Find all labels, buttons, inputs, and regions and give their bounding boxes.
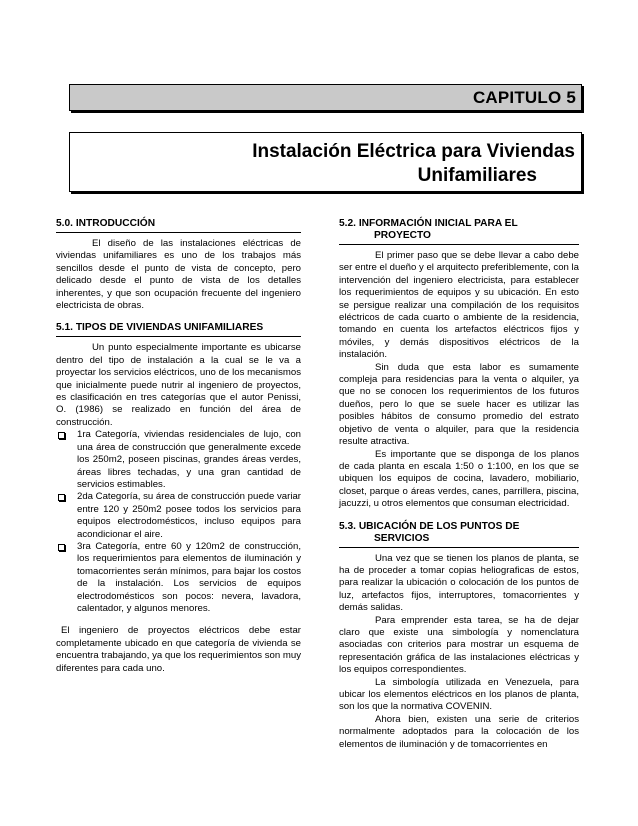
chapter-label: CAPITULO 5 (472, 88, 576, 107)
section-5-2-title-line-1: 5.2. INFORMACIÓN INICIAL PARA EL (339, 218, 518, 229)
section-5-1-title: 5.1. TIPOS DE VIVIENDAS UNIFAMILIARES (56, 322, 301, 337)
category-2-text: 2da Categoría, su área de construcción puede variar entre 120 y 250m2 posee todos los servicios para equipos electrodomésticos, incluso equipos para acondicionar el aire. (77, 491, 301, 540)
section-5-2-paragraph-2: Sin duda que esta labor es sumamente compleja para residencias para la venta o alquiler, ya que no se conocen los requerimientos de los futuros dueños, pero lo que se suele hacer es utilizar las posibles hábitos de consumo promedio del estrato objetivo de venta o alquiler, para que la residencia resulte atractiva. (339, 361, 579, 448)
section-5-1-paragraph: Un punto especialmente importante es ubicarse dentro del tipo de instalación a la cual se le va a proyectar los servicios eléctricos, uno de los mecanismos que inicialmente puede nutrir al ingeniero de proyectos, es clasificación en tres categorías que el autor Penissi, O. (1986) se realizado en función del área de construcción. (56, 342, 301, 428)
checkbox-bullet-icon (58, 494, 65, 501)
section-5-1-closing-paragraph: El ingeniero de proyectos eléctricos debe estar completamente ubicado en que categoría de vivienda se encuentra trabajando, ya que los requerimientos son muy diferentes para cada uno. (56, 625, 301, 674)
list-item (56, 429, 301, 491)
chapter-title-box (69, 132, 582, 192)
section-5-2-title (339, 218, 579, 245)
category-1-text: 1ra Categoría, viviendas residenciales de lujo, con una área de construcción que generalmente excede los 250m2, poseen piscinas, grandes áreas verdes, áreas libres techadas, y una gran cantidad de servicios estimables. (77, 429, 301, 490)
list-item (56, 491, 301, 541)
section-5-3-paragraph-3: La simbología utilizada en Venezuela, para ubicar los elementos eléctricos en los planos de planta, son los que la normativa COVENIN. (339, 676, 579, 713)
chapter-title-line-1: Instalación Eléctrica para Viviendas (252, 141, 575, 162)
chapter-title-line-2: Unifamiliares (417, 165, 537, 186)
section-5-3-paragraph-2: Para emprender esta tarea, se ha de dejar claro que existe una simbología y nomenclatura asociadas con criterios para mostrar un esquema de representación gráfica de las instalaciones eléctricas y los equipos correspondientes. (339, 614, 579, 676)
right-column (339, 218, 579, 751)
section-5-3-paragraph-4: Ahora bien, existen una serie de criterios normalmente adoptados para la colocación de los elementos de iluminación y de tomacorrientes en (339, 713, 579, 750)
category-list (56, 429, 301, 615)
left-column (56, 218, 301, 675)
checkbox-bullet-icon (58, 544, 65, 551)
category-3-text: 3ra Categoría, entre 60 y 120m2 de construcción, los requerimientos para elementos de iluminación y tomacorrientes serán mínimos, para bajar los costos de la instalación. Los servicios de equipos electrodomésticos son pocos: nevera, lavadora, calentador, y algunos menores. (77, 540, 301, 614)
section-5-3-title-line-2: SERVICIOS (374, 532, 430, 544)
section-5-2-paragraph-1: El primer paso que se debe llevar a cabo debe ser entre el dueño y el arquitecto preferiblemente, con la intervención del ingeniero electricista, para establecer los requerimientos de equipos y su ubicación. En esto se persigue realizar una compilación de los requisitos eléctricos de cada cuarto o ambiente de la residencia, tomando en cuenta los artefactos eléctricos fijos y móviles, y demás dispositivos eléctricos de la instalación. (339, 250, 579, 361)
list-item (56, 541, 301, 615)
section-5-0-paragraph: El diseño de las instalaciones eléctricas de viviendas unifamiliares es uno de los trabajos más sencillos desde el punto de vista de concepto, pero delicado desde el punto de vista de los detalles inherentes, y que son ocupación frecuente del ingeniero electricista de obras. (56, 238, 301, 312)
section-5-2-title-line-2: PROYECTO (374, 230, 431, 241)
checkbox-bullet-icon (58, 432, 65, 439)
section-5-3-title (339, 521, 579, 548)
section-5-2-paragraph-3: Es importante que se disponga de los planos de cada planta en escala 1:50 o 1:100, en los que se ubiquen los equipos de cocina, lavadero, mobiliario, closet, parque o áreas verdes, canes, parrillera, piscina, jacuzzi, u otros elementos que consuman electricidad. (339, 448, 579, 510)
chapter-banner (69, 84, 582, 111)
section-5-0-title: 5.0. INTRODUCCIÓN (56, 218, 301, 233)
section-5-3-paragraph-1: Una vez que se tienen los planos de planta, se ha de proceder a tomar copias heliograficas de estos, para realizar la ubicación o colocación de los puntos de luz, artefactos fijos, interruptores, tomacorrientes y demás salidas. (339, 552, 579, 614)
section-5-3-title-line-1: 5.3. UBICACIÓN DE LOS PUNTOS DE (339, 520, 520, 532)
